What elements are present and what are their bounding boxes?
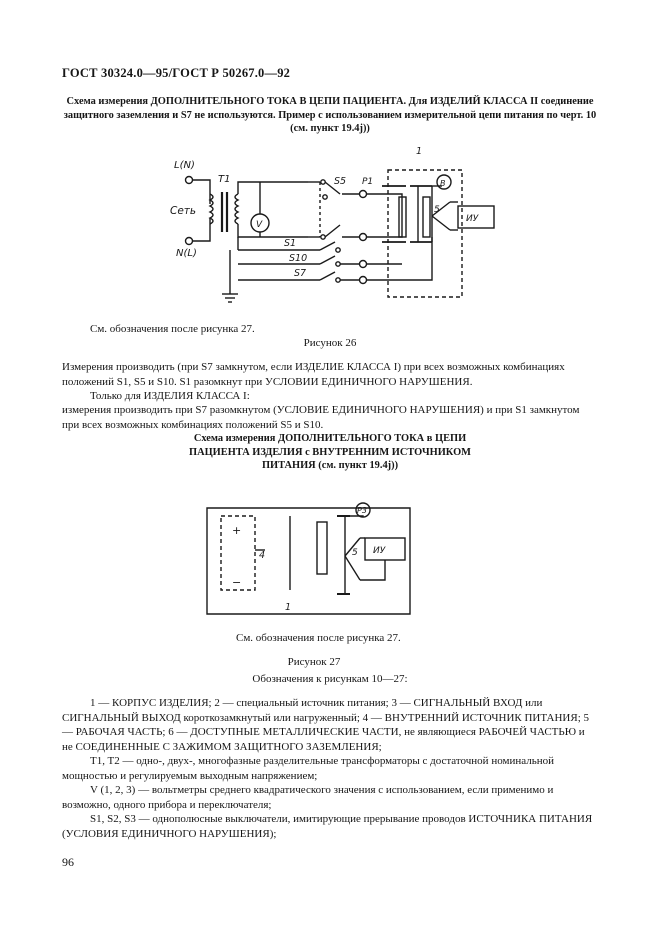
label-four: 4 bbox=[259, 550, 266, 561]
figure-27-title: Рисунок 27 bbox=[287, 656, 341, 668]
label-n-l: N(L) bbox=[176, 248, 197, 259]
label-plus: + bbox=[232, 524, 242, 537]
label-s10: S10 bbox=[289, 253, 308, 264]
label-one-27: 1 bbox=[285, 602, 292, 613]
paragraph-2: Только для ИЗДЕЛИЯ КЛАССА I: bbox=[90, 390, 250, 402]
legend-item: V (1, 2, 3) — вольтметры среднего квадратического значения с использованием, если применимо и возможно, одного прибора и переключателя; bbox=[62, 784, 554, 811]
label-one: 1 bbox=[416, 146, 423, 157]
label-s5: S5 bbox=[334, 176, 347, 187]
label-net: Сеть bbox=[170, 205, 197, 217]
paragraph-1: Измерения производить (при S7 замкнутом, если ИЗДЕЛИЕ КЛАССА I) при всех возможных комбинациях положений S1, S5 и S10. S1 разомкнут при УСЛОВИИ ЕДИНИЧНОГО НАРУШЕНИЯ. bbox=[62, 361, 565, 388]
figure-27-diagram bbox=[205, 500, 430, 618]
figure-26-diagram bbox=[170, 142, 500, 310]
label-minus: − bbox=[232, 576, 242, 589]
label-five-27: 5 bbox=[352, 548, 358, 558]
figure-26-title: Рисунок 26 bbox=[303, 337, 357, 349]
label-five: 5 bbox=[434, 205, 440, 215]
label-iu: ИУ bbox=[466, 214, 479, 224]
figure-27-note: См. обозначения после рисунка 27. bbox=[236, 632, 401, 644]
label-l-n: L(N) bbox=[174, 160, 195, 171]
label-s7: S7 bbox=[294, 268, 307, 279]
label-iu-27: ИУ bbox=[373, 546, 386, 556]
figure-26-caption: Схема измерения ДОПОЛНИТЕЛЬНОГО ТОКА В ЦЕПИ ПАЦИЕНТА. Для ИЗДЕЛИЙ КЛАССА II соединение защитного заземления и S7 не используются. Пример с использованием измерительной цепи питания по черт. 10 (см. пункт 19.4j)) bbox=[63, 96, 597, 134]
label-t1: T1 bbox=[218, 174, 231, 185]
page-number: 96 bbox=[62, 855, 74, 869]
legend-item: S1, S2, S3 — однополюсные выключатели, имитирующие прерывание проводов ИСТОЧНИКА ПИТАНИЯ (УСЛОВИЯ ЕДИНИЧНОГО НАРУШЕНИЯ); bbox=[62, 813, 593, 840]
figure-27-caption: Схема измерения ДОПОЛНИТЕЛЬНОГО ТОКА в ЦЕПИ ПАЦИЕНТА ИЗДЕЛИЯ с ВНУТРЕННИМ ИСТОЧНИКОМ ПИТАНИЯ (см. пункт 19.4j)) bbox=[189, 433, 471, 472]
label-s1: S1 bbox=[284, 238, 297, 249]
legend-item: 1 — КОРПУС ИЗДЕЛИЯ; 2 — специальный источник питания; 3 — СИГНАЛЬНЫЙ ВХОД или СИГНАЛЬНЫЙ ВЫХОД короткозамкнутый или нагруженный; 4 — ВНУТРЕННИЙ ИСТОЧНИК ПИТАНИЯ; 5 — РАБОЧАЯ ЧАСТЬ; 6 — ДОСТУПНЫЕ МЕТАЛЛИЧЕСКИЕ ЧАСТИ, не являющиеся РАБОЧЕЙ ЧАСТЬЮ и не СОЕДИНЕННЫЕ С ЗАЖИМОМ ЗАЩИТНОГО ЗАЗЕМЛЕНИЯ; bbox=[62, 697, 590, 753]
label-v: V bbox=[256, 220, 263, 230]
legend-list bbox=[62, 696, 598, 841]
legend-item: T1, T2 — одно-, двух-, многофазные разделительные трансформаторы с достаточной номинальной мощностью и регулируемым выходным напряжением; bbox=[62, 755, 554, 782]
label-p1: P1 bbox=[362, 177, 374, 187]
label-p3: P3 bbox=[357, 506, 367, 515]
document-header: ГОСТ 30324.0—95/ГОСТ Р 50267.0—92 bbox=[62, 66, 291, 80]
legend-heading: Обозначения к рисункам 10—27: bbox=[252, 673, 408, 685]
label-b: B bbox=[440, 179, 446, 188]
paragraph-3: измерения производить при S7 разомкнутом (УСЛОВИЕ ЕДИНИЧНОГО НАРУШЕНИЯ) и при S1 замкнутом при всех возможных комбинациях положений S5 и S10. bbox=[62, 404, 580, 431]
figure-26-note: См. обозначения после рисунка 27. bbox=[90, 323, 255, 335]
